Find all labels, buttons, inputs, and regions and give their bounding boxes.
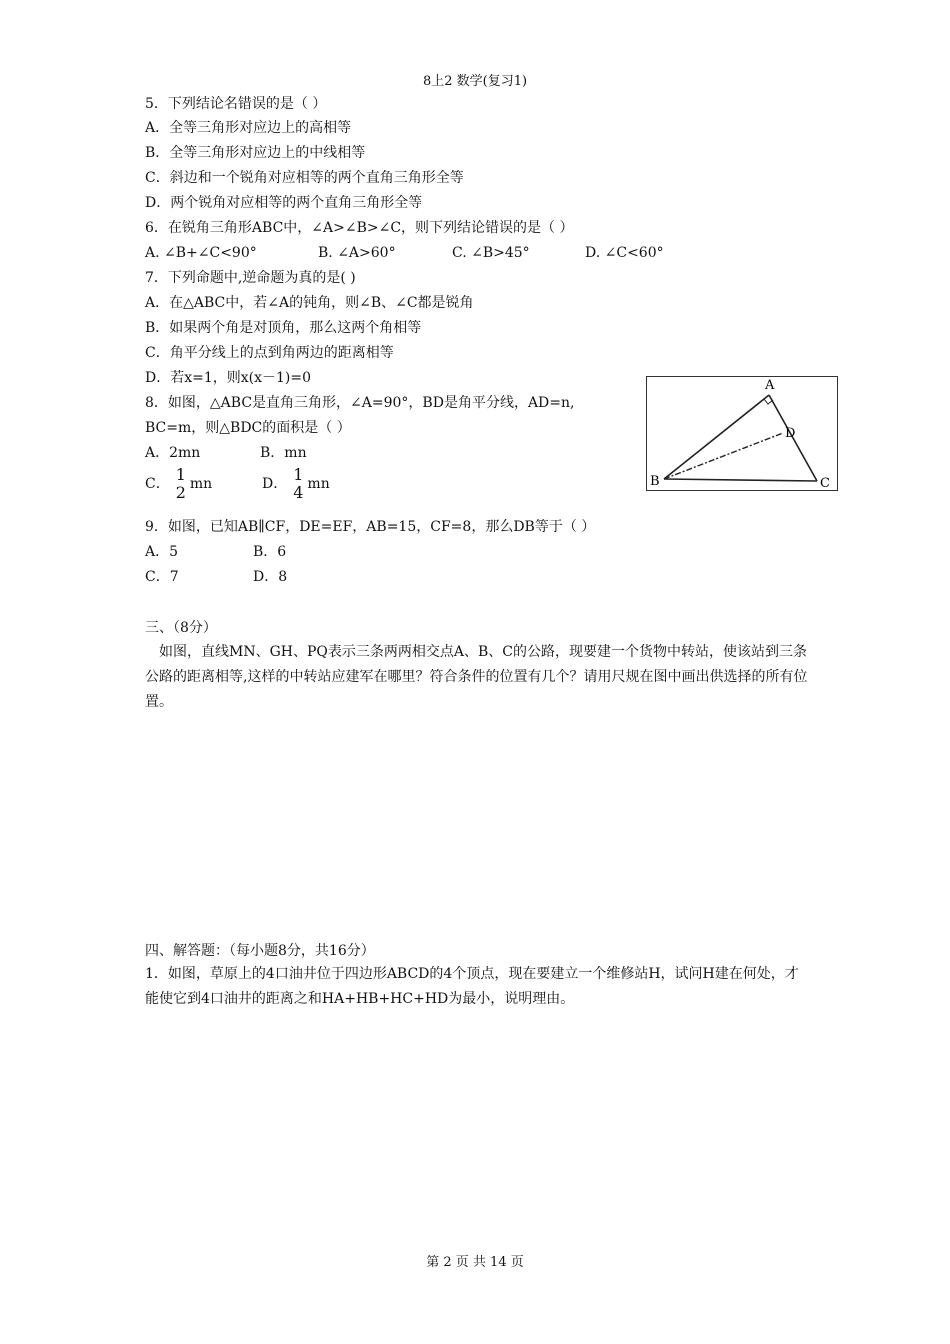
q8-option-c-denominator: 2 — [175, 483, 186, 502]
q8-option-d — [262, 466, 330, 502]
q8-stem-line1: 8．如图，△ABC是直角三角形，∠A=90°，BD是角平分线，AD=n, — [145, 395, 575, 411]
q8-option-c — [145, 466, 212, 502]
q8-option-b: B．mn — [260, 445, 307, 461]
vertex-a-label: A — [765, 378, 775, 393]
page-header: 8上2 数学(复习1) — [422, 74, 528, 89]
page-footer: 第 2 页 共 14 页 — [426, 1255, 524, 1270]
q7-option-c: C．角平分线上的点到角两边的距离相等 — [145, 345, 394, 361]
q8-option-d-suffix: mn — [307, 476, 330, 492]
section4-question1: 1．如图，草原上的4口油井位于四边形ABCD的4个顶点，现在要建立一个维修站H，试问H建在何处，才能使它到4口油井的距离之和HA+HB+HC+HD为最小，说明理由。 — [145, 966, 799, 1007]
q6-option-a: A. ∠B+∠C<90° — [145, 245, 257, 261]
bisector-bd — [664, 433, 783, 479]
q5-option-d: D．两个锐角对应相等的两个直角三角形全等 — [145, 195, 423, 211]
section3-title: 三、（8分） — [145, 620, 217, 636]
section3-text: 如图，直线MN、GH、PQ表示三条两两相交点A、B、C的公路，现要建一个货物中转站，使该站到三条公路的距离相等,这样的中转站应建军在哪里？符合条件的位置有几个？请用尺规在图中画出供选择的所有位置。 — [145, 644, 808, 710]
vertex-b-label: B — [650, 474, 660, 489]
q8-option-c-fraction — [176, 466, 186, 502]
q9-option-c: C．7 — [145, 569, 179, 585]
q8-option-d-denominator: 4 — [293, 483, 304, 502]
q8-option-a: A．2mn — [145, 445, 201, 461]
q8-option-c-numerator: 1 — [175, 465, 186, 484]
q6-stem: 6．在锐角三角形ABC中，∠A>∠B>∠C，则下列结论错误的是（ ） — [145, 220, 574, 236]
q8-option-d-fraction — [293, 466, 303, 502]
point-d-label: D — [785, 426, 796, 441]
q7-stem: 7．下列命题中,逆命题为真的是( ) — [145, 270, 356, 286]
q9-stem: 9．如图，已知AB∥CF，DE=EF，AB=15，CF=8，那么DB等于（ ） — [145, 519, 596, 535]
q5-stem: 5．下列结论名错误的是（ ） — [145, 96, 327, 112]
section4-title: 四、解答题：（每小题8分，共16分） — [145, 943, 375, 959]
q8-triangle-figure — [646, 376, 838, 491]
q8-option-c-suffix: mn — [189, 476, 213, 492]
q7-option-b: B．如果两个角是对顶角，那么这两个角相等 — [145, 320, 422, 336]
q7-option-a: A．在△ABC中，若∠A的钝角，则∠B、∠C都是锐角 — [145, 295, 474, 311]
q5-option-c: C．斜边和一个锐角对应相等的两个直角三角形全等 — [145, 170, 464, 186]
q5-option-a: A．全等三角形对应边上的高相等 — [145, 120, 352, 136]
triangle-diagram — [647, 377, 837, 490]
q8-option-d-label: D． — [262, 476, 288, 492]
q6-option-b: B. ∠A>60° — [318, 245, 396, 261]
q6-option-d: D. ∠C<60° — [585, 245, 664, 261]
q8-stem-line2: BC=m，则△BDC的面积是（ ） — [145, 420, 351, 436]
q9-option-d: D．8 — [253, 569, 288, 585]
q8-option-d-numerator: 1 — [293, 465, 304, 484]
vertex-c-label: C — [820, 476, 830, 490]
q5-option-b: B．全等三角形对应边上的中线相等 — [145, 145, 366, 161]
q6-option-c: C. ∠B>45° — [452, 245, 530, 261]
side-bc — [664, 479, 817, 481]
side-ab — [664, 395, 769, 479]
q9-option-b: B．6 — [253, 544, 287, 560]
q7-option-d: D．若x=1，则x(x－1)=0 — [145, 370, 312, 386]
q9-option-a: A．5 — [145, 544, 179, 560]
q8-option-c-label: C． — [145, 476, 170, 492]
